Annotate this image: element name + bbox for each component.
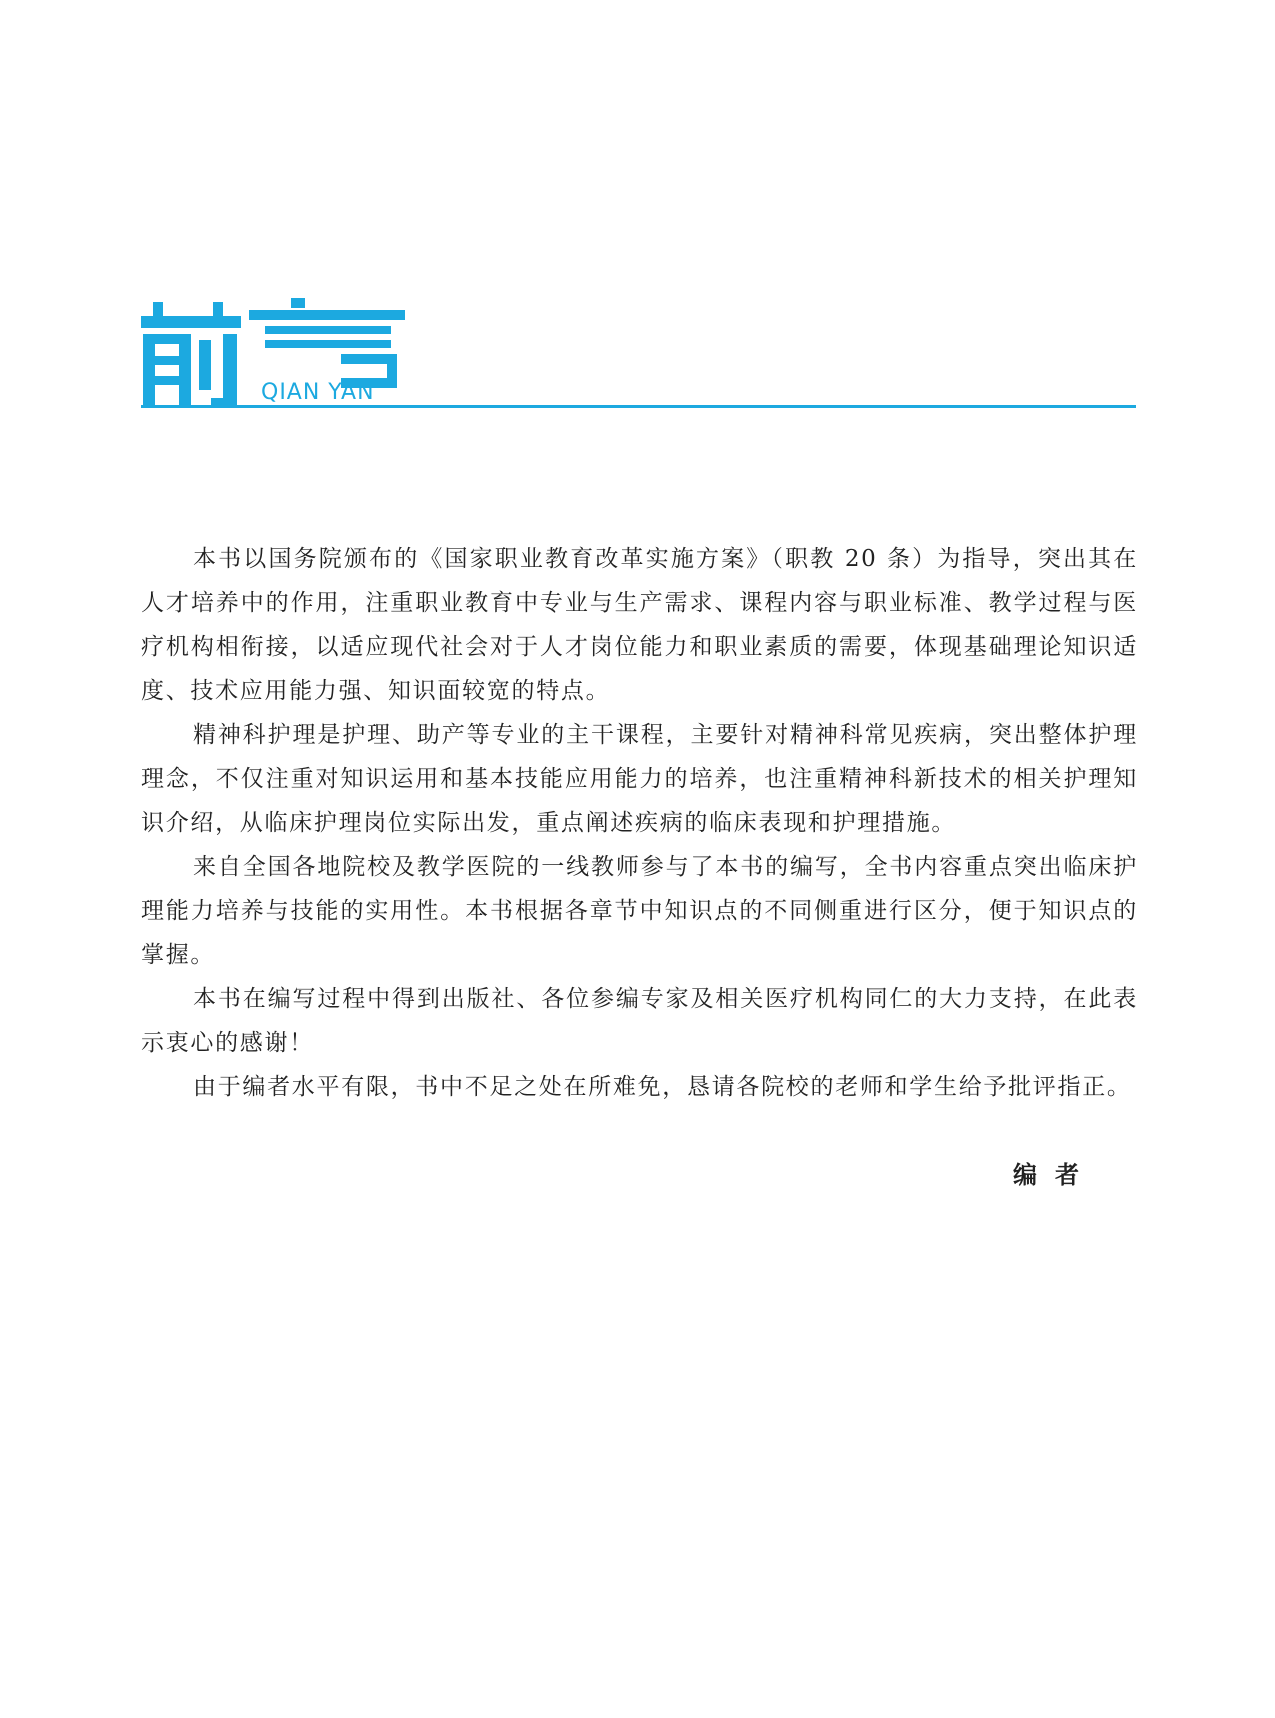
paragraph: 精神科护理是护理、助产等专业的主干课程，主要针对精神科常见疾病，突出整体护理理念，不仅注重对知识运用和基本技能应用能力的培养，也注重精神科新技术的相关护理知识介绍，从临床护理岗位实际出发，重点阐述疾病的临床表现和护理措施。 xyxy=(141,722,1138,836)
author-signature: 编者 xyxy=(1013,1161,1097,1189)
heading-divider xyxy=(141,405,1136,408)
paragraph: 本书以国务院颁布的《国家职业教育改革实施方案》（职教 20 条）为指导，突出其在人才培养中的作用，注重职业教育中专业与生产需求、课程内容与职业标准、教学过程与医疗机构相衔接，以适应现代社会对于人才岗位能力和职业素质的需要，体现基础理论知识适度、技术应用能力强、知识面较宽的特点。 xyxy=(141,546,1138,704)
preface-heading xyxy=(141,298,1136,410)
paragraph: 本书在编写过程中得到出版社、各位参编专家及相关医疗机构同仁的大力支持，在此表示衷心的感谢！ xyxy=(141,986,1138,1056)
preface-body xyxy=(141,537,1138,1109)
paragraph: 来自全国各地院校及教学医院的一线教师参与了本书的编写，全书内容重点突出临床护理能力培养与技能的实用性。本书根据各章节中知识点的不同侧重进行区分，便于知识点的掌握。 xyxy=(141,854,1138,968)
paragraph: 由于编者水平有限，书中不足之处在所难免，恳请各院校的老师和学生给予批评指正。 xyxy=(193,1074,1132,1100)
preface-title-pinyin: QIAN YAN xyxy=(261,380,375,405)
